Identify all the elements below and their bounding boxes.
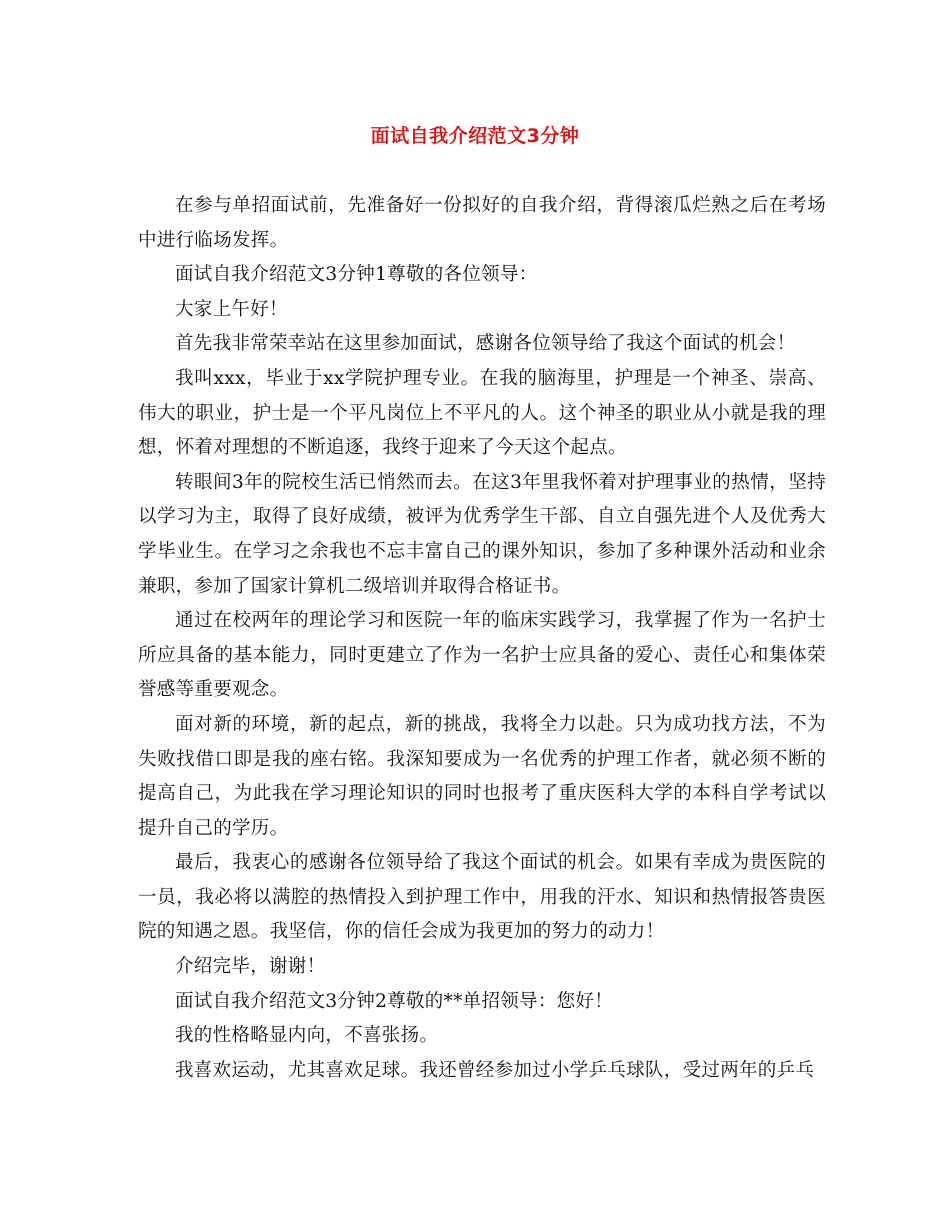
paragraph: 最后，我衷心的感谢各位领导给了我这个面试的机会。如果有幸成为贵医院的一员，我必将以满腔的热情投入到护理工作中，用我的汗水、知识和热情报答贵医院的知遇之恩。我坚信，你的信任会成为我更加的努力的动力！ — [138, 852, 826, 943]
paragraph: 首先我非常荣幸站在这里参加面试，感谢各位领导给了我这个面试的机会！ — [175, 333, 796, 355]
paragraph: 介绍完毕，谢谢！ — [175, 956, 326, 978]
paragraph: 我叫xxx，毕业于xx学院护理专业。在我的脑海里，护理是一个神圣、崇高、伟大的职业，护士是一个平凡岗位上不平凡的人。这个神圣的职业从小就是我的理想，怀着对理想的不断追逐，我终于迎来了今天这个起点。 — [138, 367, 826, 459]
paragraph: 面试自我介绍范文3分钟1尊敬的各位领导： — [175, 264, 538, 286]
paragraph: 我喜欢运动，尤其喜欢足球。我还曾经参加过小学乒乓球队，受过两年的乒乓 — [175, 1059, 815, 1081]
paragraph: 我的性格略显内向，不喜张扬。 — [175, 1025, 439, 1047]
document-title: 面试自我介绍范文3分钟 — [370, 125, 580, 147]
paragraph: 大家上午好！ — [175, 298, 288, 320]
paragraph: 在参与单招面试前，先准备好一份拟好的自我介绍，背得滚瓜烂熟之后在考场中进行临场发挥。 — [138, 195, 826, 251]
paragraph: 面试自我介绍范文3分钟2尊敬的**单招领导：您好！ — [175, 990, 614, 1012]
paragraph: 转眼间3年的院校生活已悄然而去。在这3年里我怀着对护理事业的热情，坚持以学习为主，取得了良好成绩，被评为优秀学生干部、自立自强先进个人及优秀大学毕业生。在学习之余我也不忘丰富自己的课外知识，参加了多种课外活动和业余兼职，参加了国家计算机二级培训并取得合格证书。 — [138, 471, 826, 597]
paragraph: 通过在校两年的理论学习和医院一年的临床实践学习，我掌握了作为一名护士所应具备的基本能力，同时更建立了作为一名护士应具备的爱心、责任心和集体荣誉感等重要观念。 — [138, 610, 826, 701]
paragraph: 面对新的环境，新的起点，新的挑战，我将全力以赴。只为成功找方法，不为失败找借口即是我的座右铭。我深知要成为一名优秀的护理工作者，就必须不断的提高自己，为此我在学习理论知识的同时也报考了重庆医科大学的本科自学考试以提升自己的学历。 — [138, 713, 826, 839]
document-body — [138, 189, 826, 1088]
